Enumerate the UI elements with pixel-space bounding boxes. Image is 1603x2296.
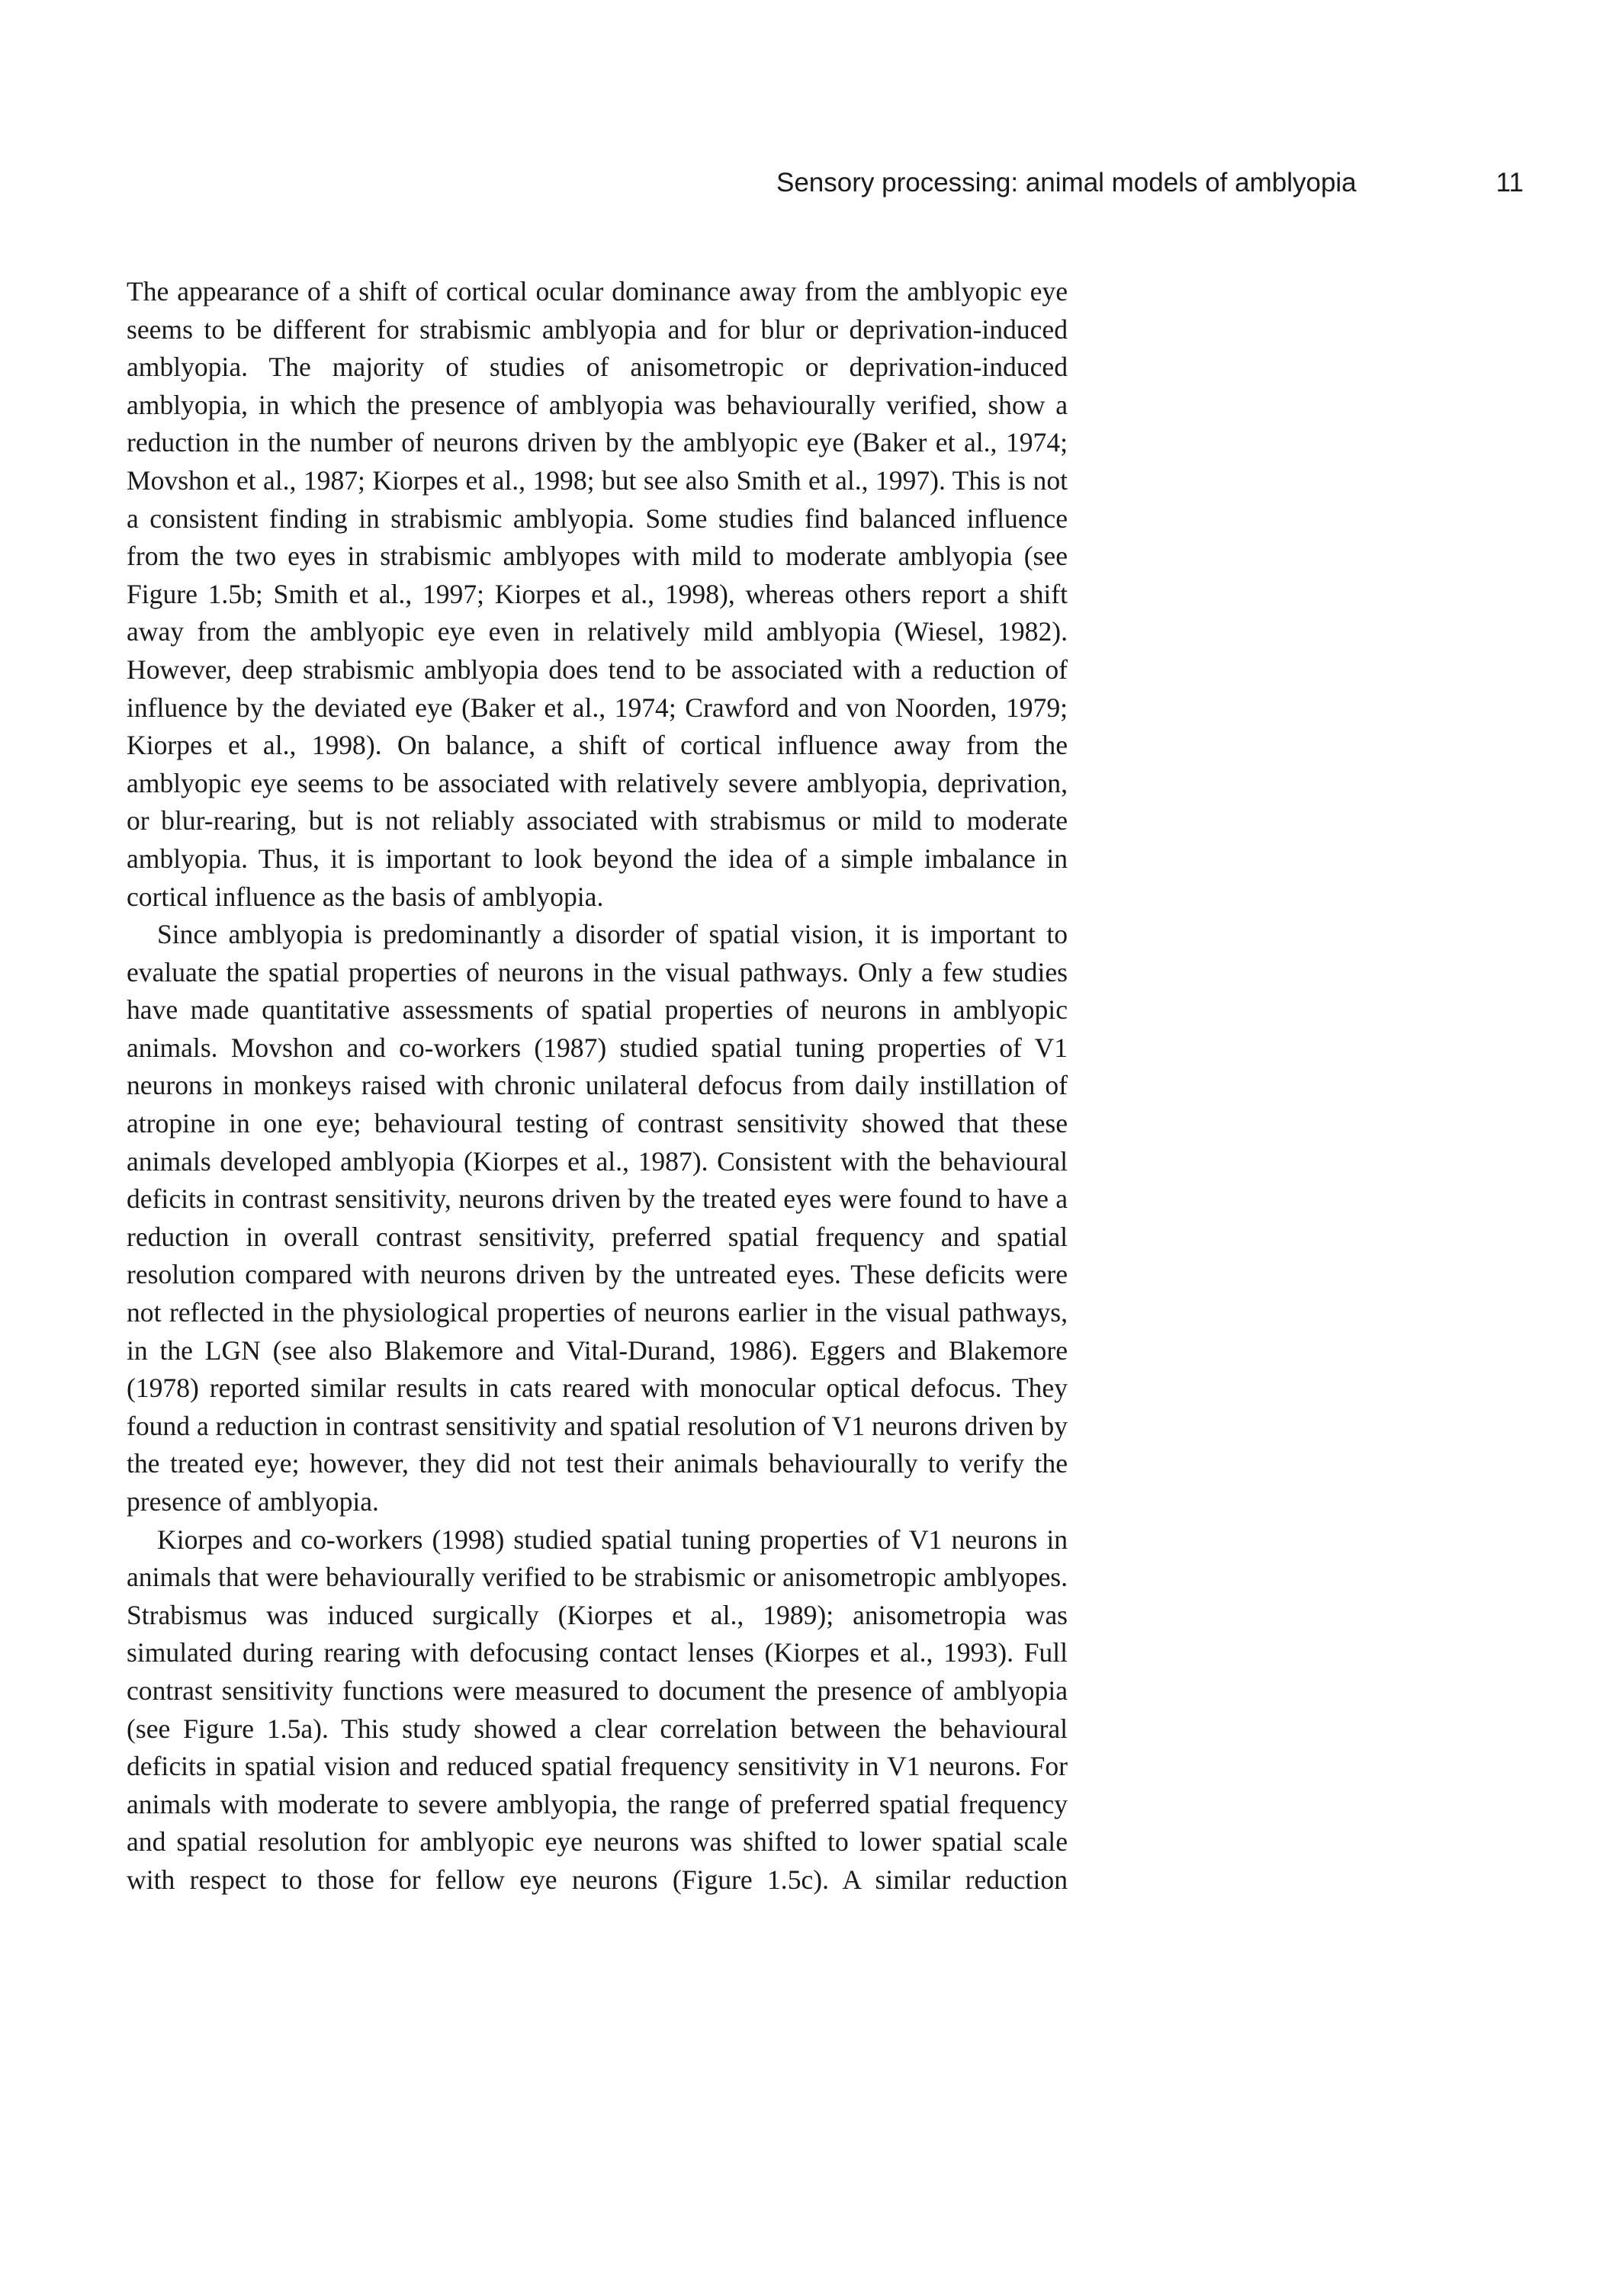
paragraph-3: Kiorpes and co-workers (1998) studied spatial tuning properties of V1 neurons in animals that were behaviourally verified to be strabismic or anisometropic amblyopes. Strabismus was induced surgically (Kiorpes et al., 1989); anisometropia was simulated during rearing with defocusing contact lenses (Kiorpes et al., 1993). Full contrast sensitivity functions were measured to document the presence of amblyopia (see Figure 1.5a). This study showed a clear correlation between the behavioural deficits in spatial vision and reduced spatial frequency sensitivity in V1 neurons. For animals with moderate to severe amblyopia, the range of preferred spatial frequency and spatial resolution for amblyopic eye neurons was shifted to lower spatial scale with respect to those for fellow eye neurons (Figure 1.5c). A similar reduction: [127, 1524, 1068, 1895]
page-number: 11: [1495, 168, 1524, 197]
paragraph-1: The appearance of a shift of cortical ocular dominance away from the amblyopic eye seems to be different for strabismic amblyopia and for blur or deprivation-induced amblyopia. The majority of studies of anisometropic or deprivation-induced amblyopia, in which the presence of amblyopia was behaviourally verified, show a reduction in the number of neurons driven by the amblyopic eye (Baker et al., 1974; Movshon et al., 1987; Kiorpes et al., 1998; but see also Smith et al., 1997). This is not a consistent finding in strabismic amblyopia. Some studies find balanced influence from the two eyes in strabismic amblyopes with mild to moderate amblyopia (see Figure 1.5b; Smith et al., 1997; Kiorpes et al., 1998), whereas others report a shift away from the amblyopic eye even in relatively mild amblyopia (Wiesel, 1982). However, deep strabismic amblyopia does tend to be associated with a reduction of influence by the deviated eye (Baker et al., 1974; Crawford and von Noorden, 1979; Kiorpes et al., 1998). On balance, a shift of cortical influence away from the amblyopic eye seems to be associated with relatively severe amblyopia, deprivation, or blur-rearing, but is not reliably associated with strabismus or mild to moderate amblyopia. Thus, it is important to look beyond the idea of a simple imbalance in cortical influence as the basis of amblyopia.: [127, 276, 1068, 912]
body-text: [127, 273, 1068, 1937]
paragraph-2: Since amblyopia is predominantly a disorder of spatial vision, it is important to evaluate the spatial properties of neurons in the visual pathways. Only a few studies have made quantitative assessments of spatial properties of neurons in amblyopic animals. Movshon and co-workers (1987) studied spatial tuning properties of V1 neurons in monkeys raised with chronic unilateral defocus from daily instillation of atropine in one eye; behavioural testing of contrast sensitivity showed that these animals developed amblyopia (Kiorpes et al., 1987). Consistent with the behavioural deficits in contrast sensitivity, neurons driven by the treated eyes were found to have a reduction in overall contrast sensitivity, preferred spatial frequency and spatial resolution compared with neurons driven by the untreated eyes. These deficits were not reflected in the physiological properties of neurons earlier in the visual pathways, in the LGN (see also Blakemore and Vital-Durand, 1986). Eggers and Blakemore (1978) reported similar results in cats reared with monocular optical defocus. They found a reduction in contrast sensitivity and spatial resolution of V1 neurons driven by the treated eye; however, they did not test their animals behaviourally to verify the presence of amblyopia.: [127, 919, 1068, 1517]
running-title: Sensory processing: animal models of amblyopia: [776, 168, 1357, 197]
